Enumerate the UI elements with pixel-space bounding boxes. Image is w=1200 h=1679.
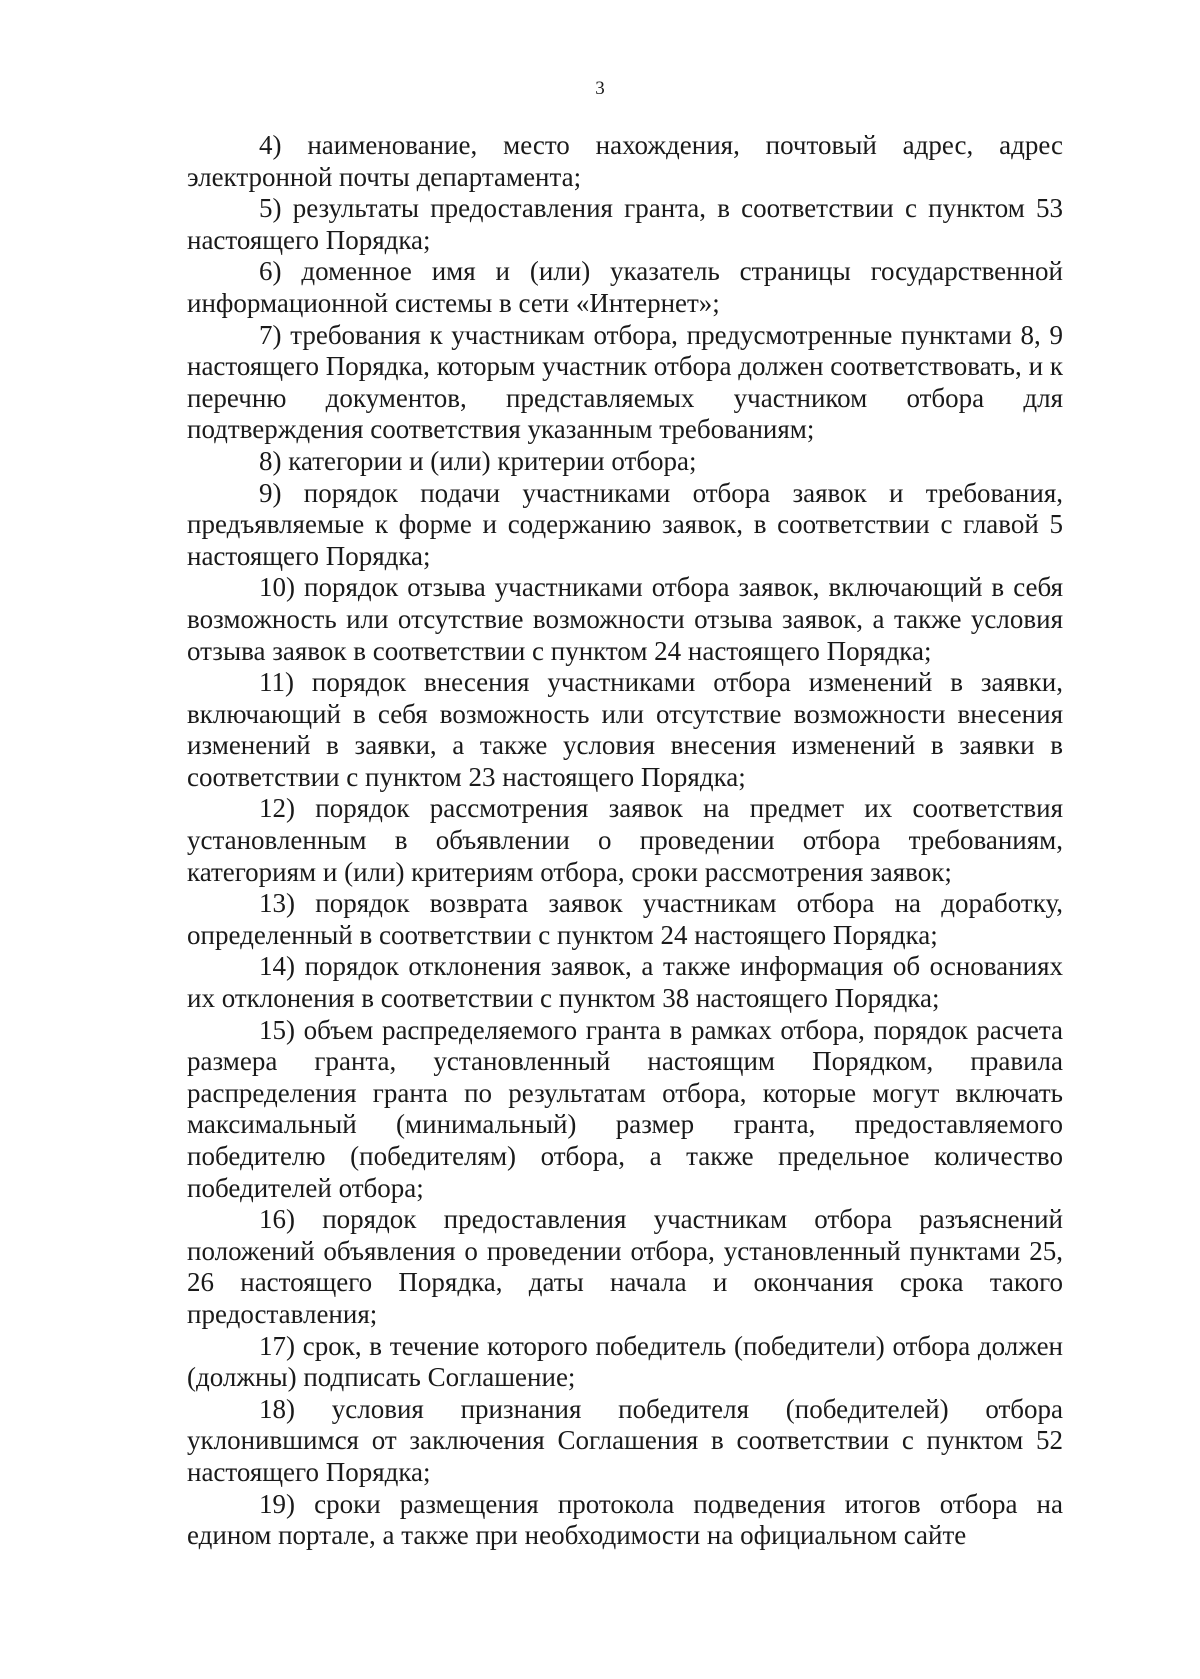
list-item: 10) порядок отзыва участниками отбора заявок, включающий в себя возможность или отсутствие возможности отзыва заявок, а также условия отзыва заявок в соответствии с пунктом 24 настоящего Порядка; (187, 572, 1063, 666)
list-item: 17) срок, в течение которого победитель (победители) отбора должен (должны) подписать Соглашение; (187, 1330, 1063, 1393)
list-item: 19) сроки размещения протокола подведения итогов отбора на едином портале, а также при необходимости на официальном сайте (187, 1488, 1063, 1551)
list-item: 18) условия признания победителя (победителей) отбора уклонившимся от заключения Соглашения в соответствии с пунктом 52 настоящего Порядка; (187, 1393, 1063, 1487)
list-item: 9) порядок подачи участниками отбора заявок и требования, предъявляемые к форме и содержанию заявок, в соответствии с главой 5 настоящего Порядка; (187, 477, 1063, 571)
list-item: 16) порядок предоставления участникам отбора разъяснений положений объявления о проведении отбора, установленный пунктами 25, 26 настоящего Порядка, даты начала и окончания срока такого предоставления; (187, 1204, 1063, 1329)
list-item: 14) порядок отклонения заявок, а также информация об основаниях их отклонения в соответствии с пунктом 38 настоящего Порядка; (187, 951, 1063, 1014)
list-item: 4) наименование, место нахождения, почтовый адрес, адрес электронной почты департамента; (187, 130, 1063, 192)
list-item: 11) порядок внесения участниками отбора изменений в заявки, включающий в себя возможность или отсутствие возможности внесения изменений в заявки, а также условия внесения изменений в заявки в соответствии с пунктом 23 настоящего Порядка; (187, 667, 1063, 792)
page-number: 3 (595, 78, 605, 99)
list-item: 8) категории и (или) критерии отбора; (259, 445, 697, 476)
list-item: 15) объем распределяемого гранта в рамках отбора, порядок расчета размера гранта, установленный настоящим Порядком, правила распределения гранта по результатам отбора, которые могут включать максимальный (минимальный) размер гранта, предоставляемого победителю (победителям) отбора, а также предельное количество победителей отбора; (187, 1014, 1063, 1203)
list-item: 12) порядок рассмотрения заявок на предмет их соответствия установленным в объявлении о проведении отбора требованиям, категориям и (или) критериям отбора, сроки рассмотрения заявок; (187, 793, 1063, 887)
list-item: 7) требования к участникам отбора, предусмотренные пунктами 8, 9 настоящего Порядка, которым участник отбора должен соответствовать, и к перечню документов, представляемых участником отбора для подтверждения соответствия указанным требованиям; (187, 319, 1063, 445)
document-body (187, 130, 1063, 1552)
list-item: 5) результаты предоставления гранта, в соответствии с пунктом 53 настоящего Порядка; (187, 193, 1063, 255)
list-item: 13) порядок возврата заявок участникам отбора на доработку, определенный в соответствии с пунктом 24 настоящего Порядка; (187, 888, 1063, 950)
list-item: 6) доменное имя и (или) указатель страницы государственной информационной системы в сети «Интернет»; (187, 256, 1063, 318)
